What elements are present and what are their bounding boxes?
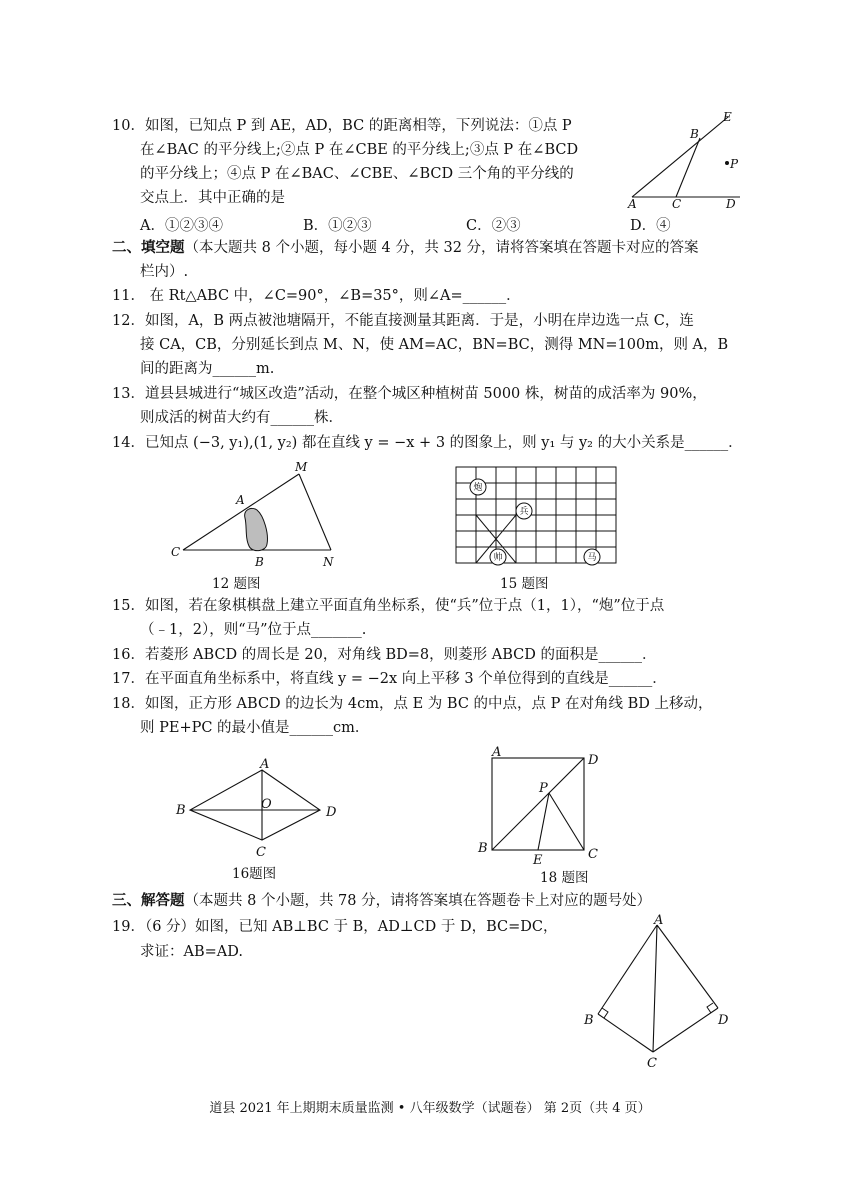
q18-line-2: 则 PE+PC 的最小值是______cm．: [140, 720, 370, 736]
figure-16: [170, 758, 350, 862]
q10-option-b: B．①②③: [303, 218, 372, 234]
fig18-label-e: E: [533, 853, 543, 866]
fig12-label-c: C: [171, 545, 181, 559]
q12-line-2: 接 CA，CB，分别延长到点 M、N，使 AM=AC，BN=BC，测得 MN=100m，则 A，B: [140, 337, 729, 353]
fig16-label-a: A: [260, 758, 270, 772]
chess-bing-icon: 兵: [519, 507, 529, 517]
q10-line-4: 交点上．其中正确的是: [140, 190, 285, 206]
section2-line-1: [112, 239, 699, 257]
fig12-label-a: A: [236, 493, 245, 507]
q15-line-2: （﹣1，2），则“马”位于点_______.: [140, 622, 367, 638]
page-footer: 道县 2021 年上期期末质量监测 • 八年级数学（试题卷） 第 2页（共 4 页）: [209, 1101, 651, 1116]
fig18-label-p: P: [539, 781, 548, 796]
figure-18: [472, 744, 612, 866]
q10-label-e: E: [723, 110, 732, 124]
q10-line-3: 的平分线上；④点 P 在∠BAC、∠CBE、∠BCD 三个角的平分线的: [140, 166, 574, 182]
figure-12: [165, 460, 345, 572]
figure-19: [580, 912, 740, 1074]
q10-option-a: A．①②③④: [140, 218, 223, 234]
section2-desc-2: 栏内）.: [140, 264, 189, 280]
fig18-label-c: C: [588, 847, 598, 862]
q15-line-1: 15．如图，若在象棋棋盘上建立平面直角坐标系，使“兵”位于点（1，1），“炮”位于点: [112, 598, 665, 614]
figure-18-caption: 18 题图: [540, 870, 589, 886]
q18-line-1: 18．如图，正方形 ABCD 的边长为 4cm，点 E 为 BC 的中点，点 P 在对角线 BD 上移动，: [112, 696, 713, 712]
fig18-label-d: D: [588, 753, 599, 768]
chess-ma-icon: 马: [587, 553, 597, 563]
fig19-label-c: C: [647, 1056, 657, 1071]
q10-option-c: C．②③: [466, 218, 521, 234]
q13-line-2: 则成活的树苗大约有______株．: [140, 410, 343, 426]
chess-shuai-icon: 帅: [493, 553, 503, 563]
q10-label-b: B: [690, 127, 699, 141]
chess-pao-icon: 炮: [473, 483, 483, 493]
fig12-label-m: M: [295, 460, 308, 474]
q10-label-c: C: [672, 197, 682, 210]
fig16-label-b: B: [176, 803, 186, 818]
fig19-label-d: D: [718, 1013, 729, 1028]
q17: 17．在平面直角坐标系中，将直线 y = −2x 向上平移 3 个单位得到的直线是______．: [112, 671, 667, 687]
section3-desc: （本题共 8 个小题，共 78 分，请将答案填在答题卷卡上对应的题号处）: [184, 893, 652, 909]
figure-12-caption: 12 题图: [212, 576, 261, 592]
figure-15-caption: 15 题图: [500, 576, 549, 592]
section2-heading: 二、填空题: [112, 239, 185, 256]
figure-16-caption: 16题图: [232, 866, 277, 882]
q12-line-3: 间的距离为______m.: [140, 361, 275, 377]
q10-label-a: A: [628, 197, 637, 210]
q10-figure: [620, 108, 750, 210]
q16: 16．若菱形 ABCD 的周长是 20，对角线 BD=8，则菱形 ABCD 的面积是______．: [112, 647, 657, 663]
fig18-label-b: B: [478, 841, 488, 856]
fig16-label-c: C: [256, 845, 266, 860]
fig19-label-a: A: [654, 913, 664, 928]
fig18-label-a: A: [492, 745, 502, 760]
section3-heading: 三、解答题: [112, 892, 185, 909]
section3-line: [112, 892, 651, 910]
section2-desc-1: （本大题共 8 个小题，每小题 4 分，共 32 分，请将答案填在答题卡对应的答案: [184, 240, 699, 256]
q12-line-1: 12．如图，A，B 两点被池塘隔开，不能直接测量其距离．于是，小明在岸边选一点 C，连: [112, 313, 694, 329]
fig19-label-b: B: [584, 1013, 594, 1028]
fig12-label-n: N: [323, 555, 334, 569]
q19-line-2: 求证：AB=AD.: [140, 944, 243, 960]
q10-label-d: D: [726, 197, 736, 210]
fig16-label-o: O: [261, 797, 272, 812]
q13-line-1: 13．道县县城进行“城区改造”活动，在整个城区种植树苗 5000 株，树苗的成活率为 90%，: [112, 386, 707, 402]
q10-label-p: P: [730, 157, 739, 171]
figure-15-chessboard: [448, 460, 624, 570]
fig16-label-d: D: [326, 805, 337, 820]
q14: 14．已知点 (−3, y₁),(1, y₂) 都在直线 y = −x + 3 的图象上，则 y₁ 与 y₂ 的大小关系是______．: [112, 435, 743, 451]
q10-line-2: 在∠BAC 的平分线上;②点 P 在∠CBE 的平分线上;③点 P 在∠BCD: [140, 142, 579, 158]
q19-line-1: 19．（6 分）如图，已知 AB⊥BC 于 B，AD⊥CD 于 D，BC=DC，: [112, 919, 558, 935]
q10-option-d: D．④: [630, 218, 671, 234]
q11: 11． 在 Rt△ABC 中，∠C=90°，∠B=35°，则∠A=______．: [112, 288, 521, 304]
fig12-label-b: B: [255, 555, 264, 569]
q10-line-1: 10．如图，已知点 P 到 AE，AD，BC 的距离相等，下列说法：①点 P: [112, 118, 572, 134]
